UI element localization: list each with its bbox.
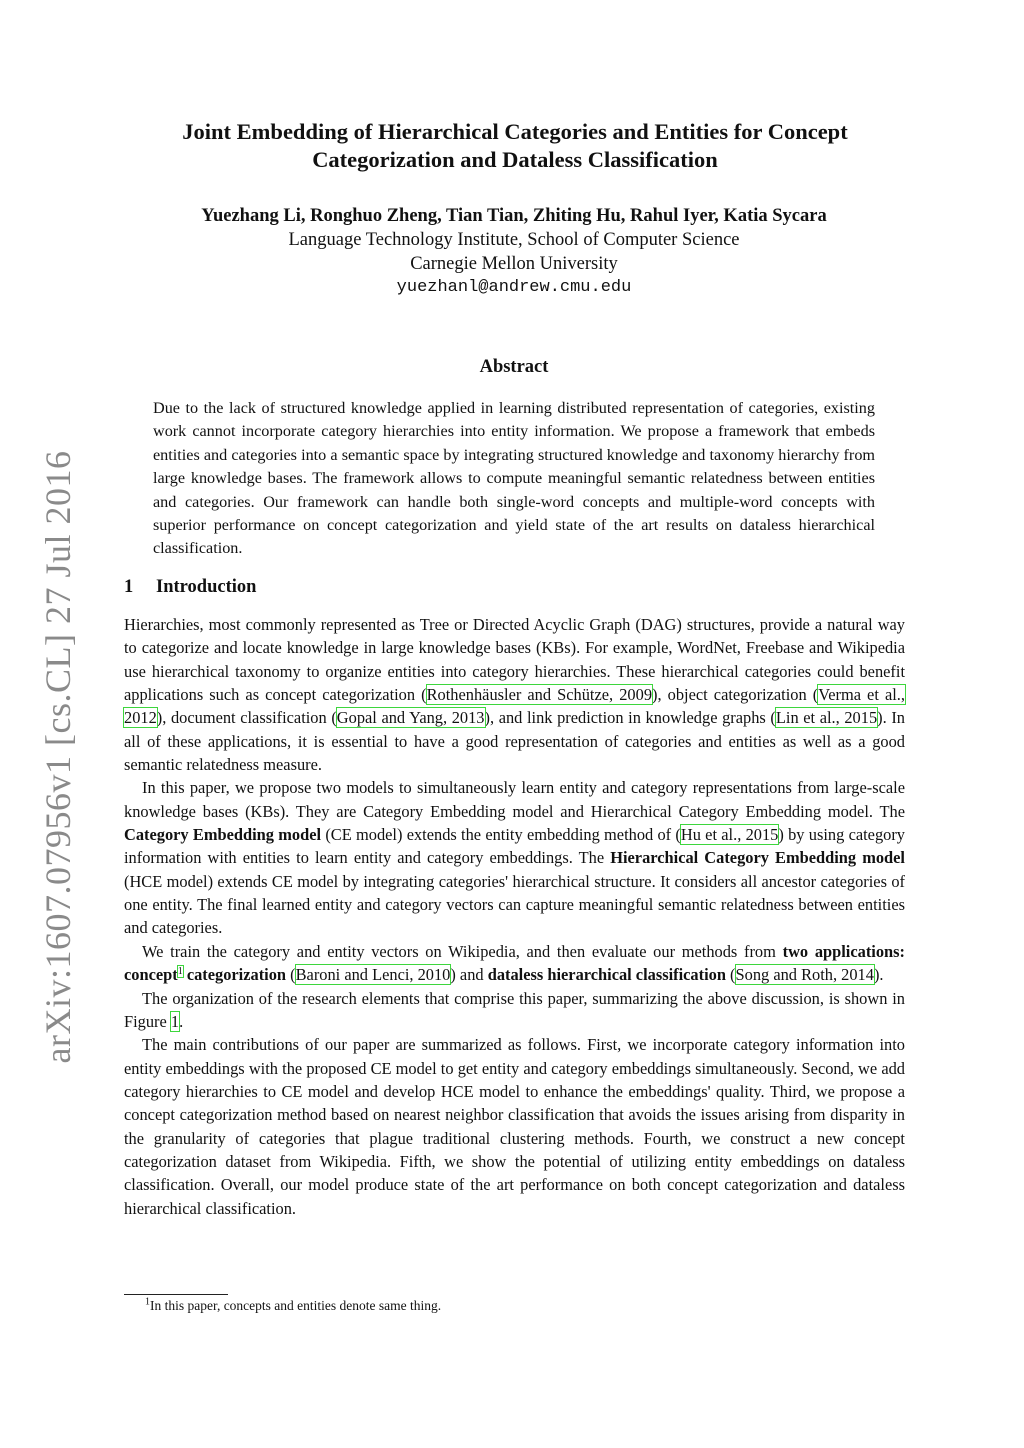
citation-link[interactable]: Baroni and Lenci, 2010: [295, 965, 451, 985]
footnote-divider: [124, 1294, 228, 1295]
affiliation-block: [120, 228, 908, 300]
abstract-text: Due to the lack of structured knowledge applied in learning distributed representation of categories, existing work cannot incorporate category hierarchies into entity information. We propose a framework that embeds entities and categories into a semantic space by integrating structured knowledge and taxonomy hierarchy from large knowledge bases. The framework allows to compute meaningful semantic relatedness between entities and categories. Our framework can handle both single-word concepts and multiple-word concepts with superior performance on concept categorization and yield state of the art results on dataless hierarchical classification.: [153, 399, 875, 558]
paper-title: [130, 118, 900, 174]
citation-link[interactable]: Verma et al., 2012: [124, 685, 906, 728]
introduction-body: [124, 613, 905, 1220]
email-address[interactable]: yuezhanl@andrew.cmu.edu: [396, 278, 632, 297]
title-line-2: Categorization and Dataless Classification: [312, 147, 718, 172]
paragraph-5: The main contributions of our paper are summarized as follows. First, we incorporate category information into entity embeddings with the proposed CE model to get entity and category embeddings simultaneously. Second, we add category hierarchies to CE model and develop HCE model to enhance the embeddings' quality. Third, we propose a concept categorization method based on nearest neighbor classification that avoids the issues arising from disparity in the granularity of categories that plague traditional clustering methods. Fourth, we construct a new concept categorization dataset from Wikipedia. Fifth, we show the potential of utilizing entity embeddings on dataless classification. Overall, our model produce state of the art performance on both concept categorization and dataless hierarchical classification.: [124, 1035, 905, 1218]
paragraph-2: In this paper, we propose two models to simultaneously learn entity and category representations from large-scale knowledge bases (KBs). They are Category Embedding model and Hierarchical Category Embedding model. The Category Embedding model (CE model) extends the entity embedding method of (Hu et al., 2015) by using category information with entities to learn entity and category embeddings. The Hierarchical Category Embedding model (HCE model) extends CE model by integrating categories' hierarchical structure. It considers all ancestor categories of one entity. The final learned entity and category vectors can capture meaningful semantic relatedness between entities and categories.: [124, 778, 905, 938]
institute: Language Technology Institute, School of Computer Science: [288, 230, 740, 250]
university: Carnegie Mellon University: [410, 254, 618, 274]
footnote-mark: 1: [145, 1296, 150, 1308]
section-title: Introduction: [156, 577, 257, 597]
citation-link[interactable]: Gopal and Yang, 2013: [336, 708, 485, 728]
citation-link[interactable]: Song and Roth, 2014: [735, 965, 874, 985]
figure-reference-link[interactable]: 1: [170, 1011, 180, 1031]
citation-link[interactable]: Rothenhäusler and Schütze, 2009: [426, 685, 653, 705]
citation-link[interactable]: Lin et al., 2015: [775, 708, 878, 728]
abstract-heading: Abstract: [479, 357, 549, 377]
footnote-text: In this paper, concepts and entities denote same thing.: [150, 1298, 442, 1313]
section-number: 1: [124, 577, 134, 597]
title-line-1: Joint Embedding of Hierarchical Categories and Entities for Concept: [182, 119, 848, 144]
arxiv-identifier: arXiv:1607.07956v1 [cs.CL] 27 Jul 2016: [38, 450, 78, 1064]
paragraph-1: Hierarchies, most commonly represented as Tree or Directed Acyclic Graph (DAG) structures, provide a natural way to categorize and locate knowledge in large knowledge bases (KBs). For example, WordNet, Freebase and Wikipedia use hierarchical taxonomy to organize entities into category hierarchies. These hierarchical categories could benefit applications such as concept categorization (Rothenhäusler and Schütze, 2009), object categorization (Verma et al., 2012), document classification (Gopal and Yang, 2013), and link prediction in knowledge graphs (Lin et al., 2015). In all of these applications, it is essential to have a good representation of categories and entities as well as a good semantic relatedness measure.: [124, 615, 906, 775]
paragraph-4: The organization of the research elements that comprise this paper, summarizing the above discussion, is shown in Figure 1.: [124, 988, 905, 1031]
section-heading: [124, 577, 256, 598]
author-list: Yuezhang Li, Ronghuo Zheng, Tian Tian, Zhiting Hu, Rahul Iyer, Katia Sycara: [201, 206, 827, 226]
footnote: [145, 1298, 441, 1314]
citation-link[interactable]: Hu et al., 2015: [680, 825, 779, 845]
paragraph-3: We train the category and entity vectors on Wikipedia, and then evaluate our methods from two applications: concept$^1$ categorization (Baroni and Lenci, 2010) and dataless hierarchical classification (Song and Roth, 2014).: [124, 941, 905, 985]
footnote-marker-link[interactable]: 1: [177, 965, 183, 977]
